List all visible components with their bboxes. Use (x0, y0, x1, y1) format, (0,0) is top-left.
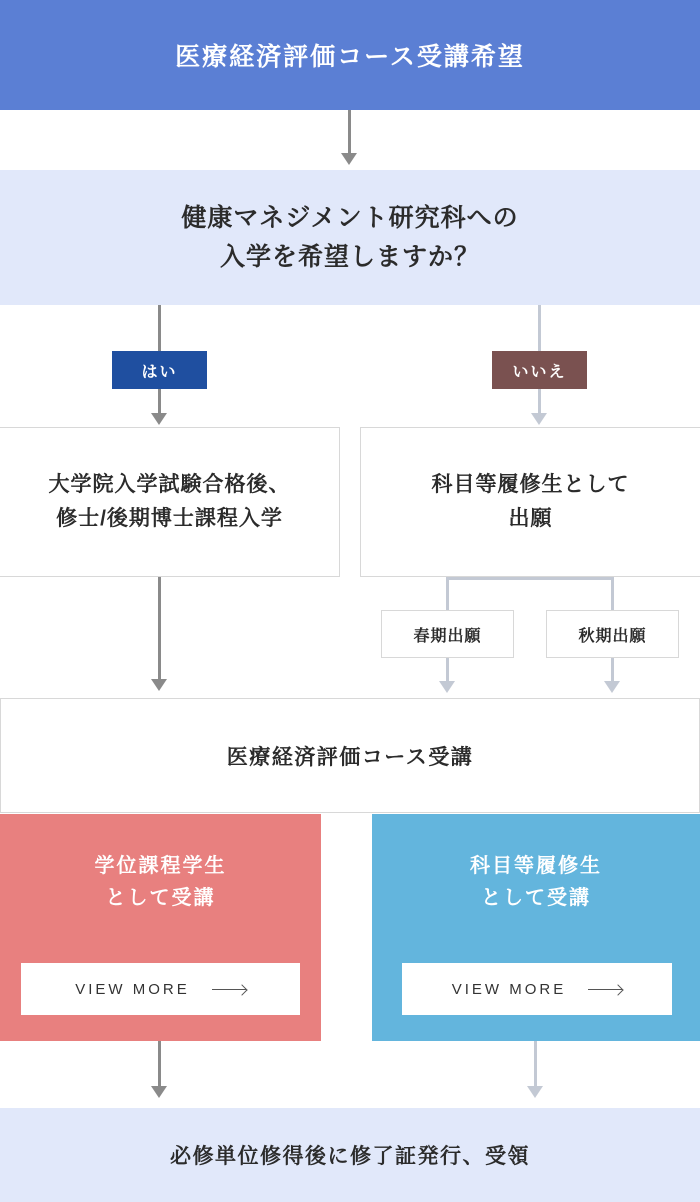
connector-yes-to-course (158, 577, 161, 681)
arrowhead-spring (439, 681, 455, 693)
spring-application-box (381, 610, 514, 658)
view-more-label-non-degree-student: VIEW MORE (451, 980, 567, 998)
connector-question-to-no (538, 305, 541, 351)
connector-top-to-question (348, 110, 351, 156)
panel-non-degree-student (372, 814, 700, 1041)
final-banner-label: 必修単位修得後に修了証発行、受領 (170, 1145, 530, 1168)
connector-no-split (446, 577, 613, 580)
autumn-application-label: 秋期出願 (578, 627, 647, 645)
connector-right-panel-to-final (534, 1041, 537, 1089)
arrowhead-autumn (604, 681, 620, 693)
panel-non-degree-student-title-line-1: 科目等履修生 (470, 855, 602, 877)
connector-no-to-spring (446, 577, 449, 610)
autumn-application-box (546, 610, 679, 658)
arrowhead-top-to-question (341, 153, 357, 165)
arrowhead-left-panel (151, 1086, 167, 1098)
no-path-line-2: 出願 (508, 507, 553, 530)
panel-degree-student (0, 814, 321, 1041)
arrowhead-no (531, 413, 547, 425)
panel-degree-student-title-line-2: として受講 (105, 887, 216, 909)
view-more-button-degree-student[interactable] (21, 963, 300, 1015)
yes-path-line-1: 大学院入学試験合格後、 (48, 473, 291, 497)
arrowhead-yes-to-course (151, 679, 167, 691)
arrowhead-yes (151, 413, 167, 425)
course-banner (0, 698, 700, 813)
panel-degree-student-title (95, 850, 227, 914)
panel-non-degree-student-title (470, 850, 602, 914)
question-line-1: 健康マネジメント研究科への (181, 203, 519, 232)
top-banner-label: 医療経済評価コース受講希望 (175, 43, 525, 71)
panel-degree-student-title-line-1: 学位課程学生 (94, 855, 227, 877)
yes-path-line-2: 修士/後期博士課程入学 (56, 507, 283, 530)
arrow-right-icon (588, 989, 622, 990)
top-banner (0, 0, 700, 110)
branch-label-no-text: いいえ (512, 363, 567, 381)
question-banner (0, 170, 700, 305)
course-banner-label: 医療経済評価コース受講 (226, 745, 474, 769)
question-line-2: 入学を希望しますか？ (219, 242, 480, 271)
connector-left-panel-to-final (158, 1041, 161, 1089)
connector-question-to-yes (158, 305, 161, 351)
arrow-right-icon (212, 989, 246, 990)
view-more-button-non-degree-student[interactable] (402, 963, 672, 1015)
no-path-box (360, 427, 700, 577)
connector-no-to-autumn (611, 577, 614, 610)
spring-application-label: 春期出願 (413, 627, 482, 645)
final-banner (0, 1108, 700, 1202)
yes-path-box (0, 427, 340, 577)
panel-non-degree-student-title-line-2: として受講 (481, 887, 591, 909)
branch-label-yes-text: はい (141, 363, 178, 381)
branch-label-no (492, 351, 587, 389)
branch-label-yes (112, 351, 207, 389)
no-path-line-1: 科目等履修生として (431, 473, 630, 497)
arrowhead-right-panel (527, 1086, 543, 1098)
view-more-label-degree-student: VIEW MORE (75, 980, 190, 998)
